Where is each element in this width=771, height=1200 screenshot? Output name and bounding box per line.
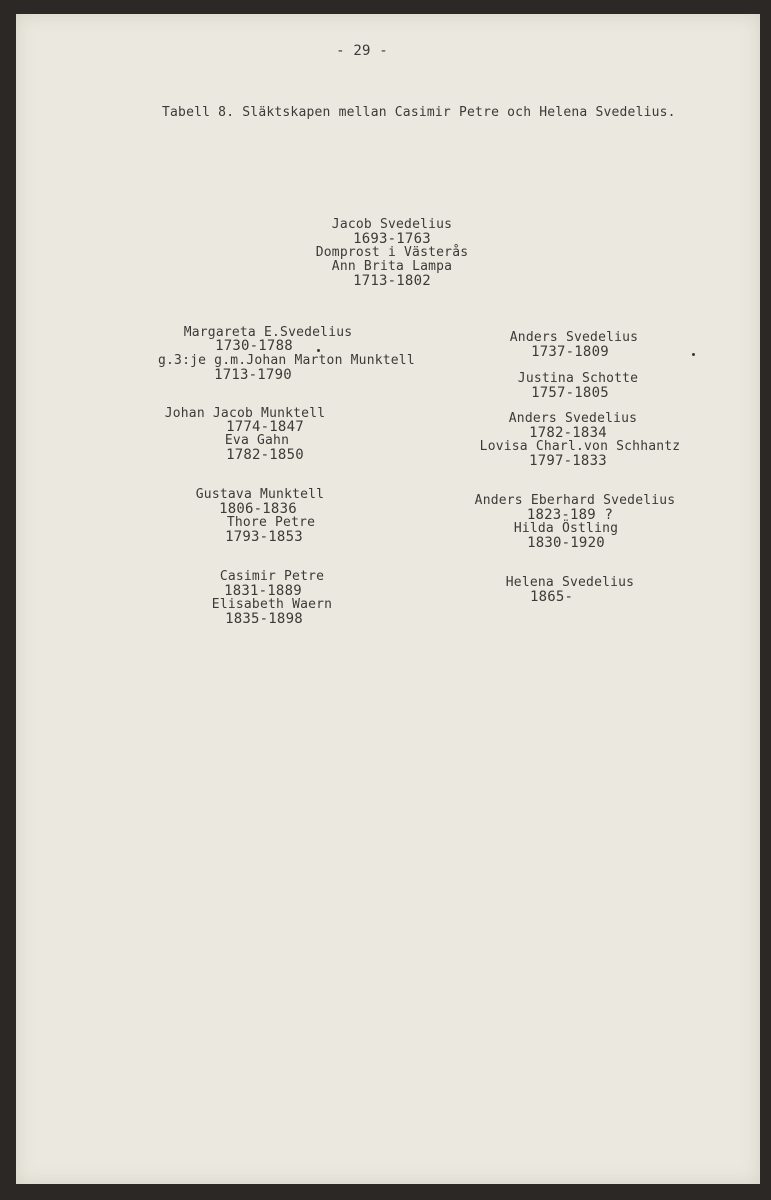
- spouse-years: 1793-1853: [225, 529, 303, 545]
- spouse-years: 1835-1898: [225, 611, 303, 627]
- spouse-name: Justina Schotte: [517, 371, 639, 386]
- spouse-years: 1797-1833: [529, 453, 607, 469]
- document-page: [16, 14, 760, 1184]
- marginal-dot: [692, 353, 695, 356]
- person-years: 1806-1836: [219, 501, 297, 517]
- person-name: Casimir Petre: [219, 569, 325, 584]
- person-years: 1782-1834: [529, 425, 607, 441]
- spouse-years: 1830-1920: [527, 535, 605, 551]
- person-name: Anders Eberhard Svedelius: [474, 493, 676, 508]
- marginal-dot: [317, 349, 320, 352]
- spouse-years: 1713-1790: [214, 367, 292, 383]
- person-name: Gustava Munktell: [195, 487, 325, 502]
- person-name: Margareta E.Svedelius: [183, 325, 353, 340]
- person-name: Anders Svedelius: [509, 330, 639, 345]
- person-name: Jacob Svedelius: [331, 217, 453, 232]
- spouse-name: Thore Petre: [226, 515, 316, 530]
- person-years: 1730-1788: [215, 338, 293, 354]
- spouse-years: 1782-1850: [226, 447, 304, 463]
- person-name: Anders Svedelius: [508, 411, 638, 426]
- table-caption: Tabell 8. Släktskapen mellan Casimir Petre och Helena Svedelius.: [162, 105, 676, 120]
- person-years: 1865-: [530, 589, 574, 605]
- spouse-name: Elisabeth Waern: [211, 597, 333, 612]
- person-years: 1693-1763: [353, 231, 431, 247]
- spouse-name: Hilda Östling: [513, 521, 619, 536]
- person-years: 1831-1889: [224, 583, 302, 599]
- person-name: Johan Jacob Munktell: [164, 406, 326, 421]
- spouse-name: g.3:je g.m.Johan Marton Munktell: [158, 353, 415, 368]
- spouse-years: 1713-1802: [353, 273, 431, 289]
- person-years: 1737-1809: [531, 344, 609, 360]
- spouse-years: 1757-1805: [531, 385, 609, 401]
- person-name: Helena Svedelius: [505, 575, 635, 590]
- person-title: Domprost i Västerås: [315, 245, 469, 260]
- spouse-name: Lovisa Charl.von Schhantz: [479, 439, 681, 454]
- person-years: 1774-1847: [226, 419, 304, 435]
- spouse-name: Ann Brita Lampa: [331, 259, 453, 274]
- page-number: - 29 -: [336, 43, 388, 59]
- spouse-name: Eva Gahn: [224, 433, 290, 448]
- person-years: 1823-189 ?: [526, 507, 614, 523]
